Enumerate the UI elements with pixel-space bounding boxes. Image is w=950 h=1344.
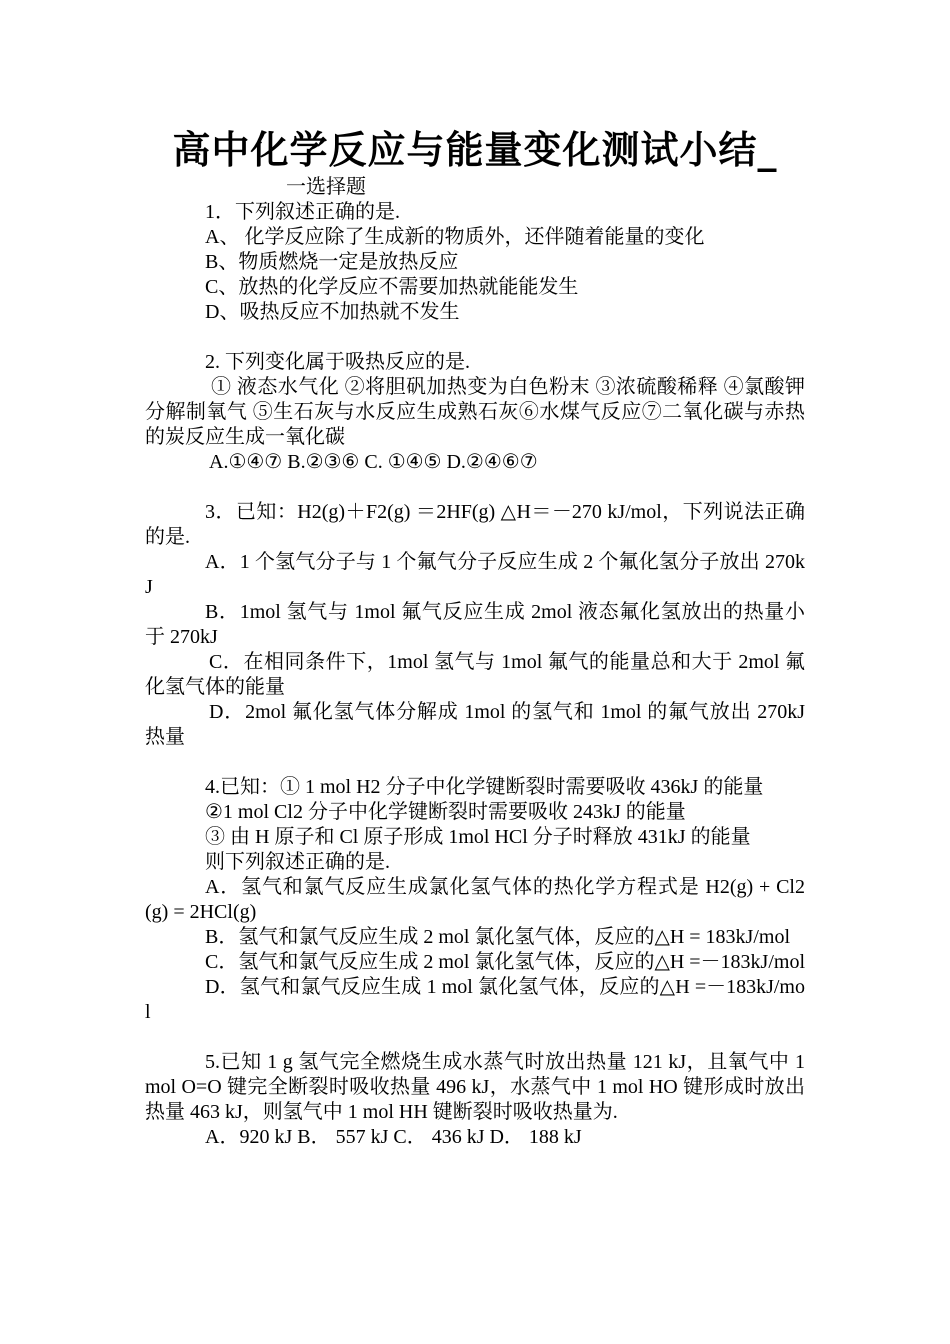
question-1-option-a: A、 化学反应除了生成新的物质外，还伴随着能量的变化 [205,226,705,248]
question-4-option-a: A．氢气和氯气反应生成氯化氢气体的热化学方程式是 H2(g) + Cl2(g) = 2HCl(g) [145,876,805,923]
section-heading: 一选择题 [286,176,366,198]
question-2-options: A.①④⑦ B.②③⑥ C. ①④⑤ D.②④⑥⑦ [209,451,538,473]
question-4-condition-3: ③ 由 H 原子和 Cl 原子形成 1mol HCl 分子时释放 431kJ 的能量 [205,826,751,848]
question-5-stem: 5.已知 1 g 氢气完全燃烧生成水蒸气时放出热量 121 kJ，且氧气中 1 mol O=O 键完全断裂时吸收热量 496 kJ，水蒸气中 1 mol HO 键形成时放出热量 463 kJ，则氢气中 1 mol HH 键断裂时吸收热量为. [145,1051,805,1123]
spacer [145,1025,805,1050]
question-4-ask: 则下列叙述正确的是. [205,851,390,873]
question-1-stem: 1．下列叙述正确的是. [205,201,400,223]
question-2-stem: 2. 下列变化属于吸热反应的是. [205,351,470,373]
question-4-option-d: D．氢气和氯气反应生成 1 mol 氯化氢气体，反应的△H =－183kJ/mol [145,976,805,1023]
question-2-items: ① 液态水气化 ②将胆矾加热变为白色粉末 ③浓硫酸稀释 ④氯酸钾分解制氧气 ⑤生石灰与水反应生成熟石灰⑥水煤气反应⑦二氧化碳与赤热的炭反应生成一氧化碳 [145,376,805,448]
spacer [145,475,805,500]
question-4-stem: 4.已知：① 1 mol H2 分子中化学键断裂时需要吸收 436kJ 的能量 [205,776,764,798]
question-1-option-c: C、放热的化学反应不需要加热就能能发生 [205,276,579,298]
question-3-option-d: D．2mol 氟化氢气体分解成 1mol 的氢气和 1mol 的氟气放出 270kJ 热量 [145,701,805,748]
question-5-options: A．920 kJ B． 557 kJ C． 436 kJ D． 188 kJ [205,1126,582,1148]
question-3-option-c: C．在相同条件下，1mol 氢气与 1mol 氟气的能量总和大于 2mol 氟化氢气体的能量 [145,651,805,698]
question-4-condition-2: ②1 mol Cl2 分子中化学键断裂时需要吸收 243kJ 的能量 [205,801,686,823]
question-1-option-d: D、吸热反应不加热就不发生 [205,301,460,323]
document-title: 高中化学反应与能量变化测试小结_ [172,128,778,172]
question-3-stem: 3．已知：H2(g)＋F2(g) ＝2HF(g) △H＝－270 kJ/mol，下列说法正确的是. [145,501,805,548]
question-3-option-a: A．1 个氢气分子与 1 个氟气分子反应生成 2 个氟化氢分子放出 270kJ [145,551,805,598]
question-3-option-b: B．1mol 氢气与 1mol 氟气反应生成 2mol 液态氟化氢放出的热量小于 270kJ [145,601,805,648]
question-list [145,200,805,1150]
question-4-option-c: C．氢气和氯气反应生成 2 mol 氯化氢气体，反应的△H =－183kJ/mol [205,951,806,973]
spacer [145,325,805,350]
question-4-option-b: B．氢气和氯气反应生成 2 mol 氯化氢气体，反应的△H = 183kJ/mol [205,926,791,948]
spacer [145,750,805,775]
question-1-option-b: B、物质燃烧一定是放热反应 [205,251,459,273]
